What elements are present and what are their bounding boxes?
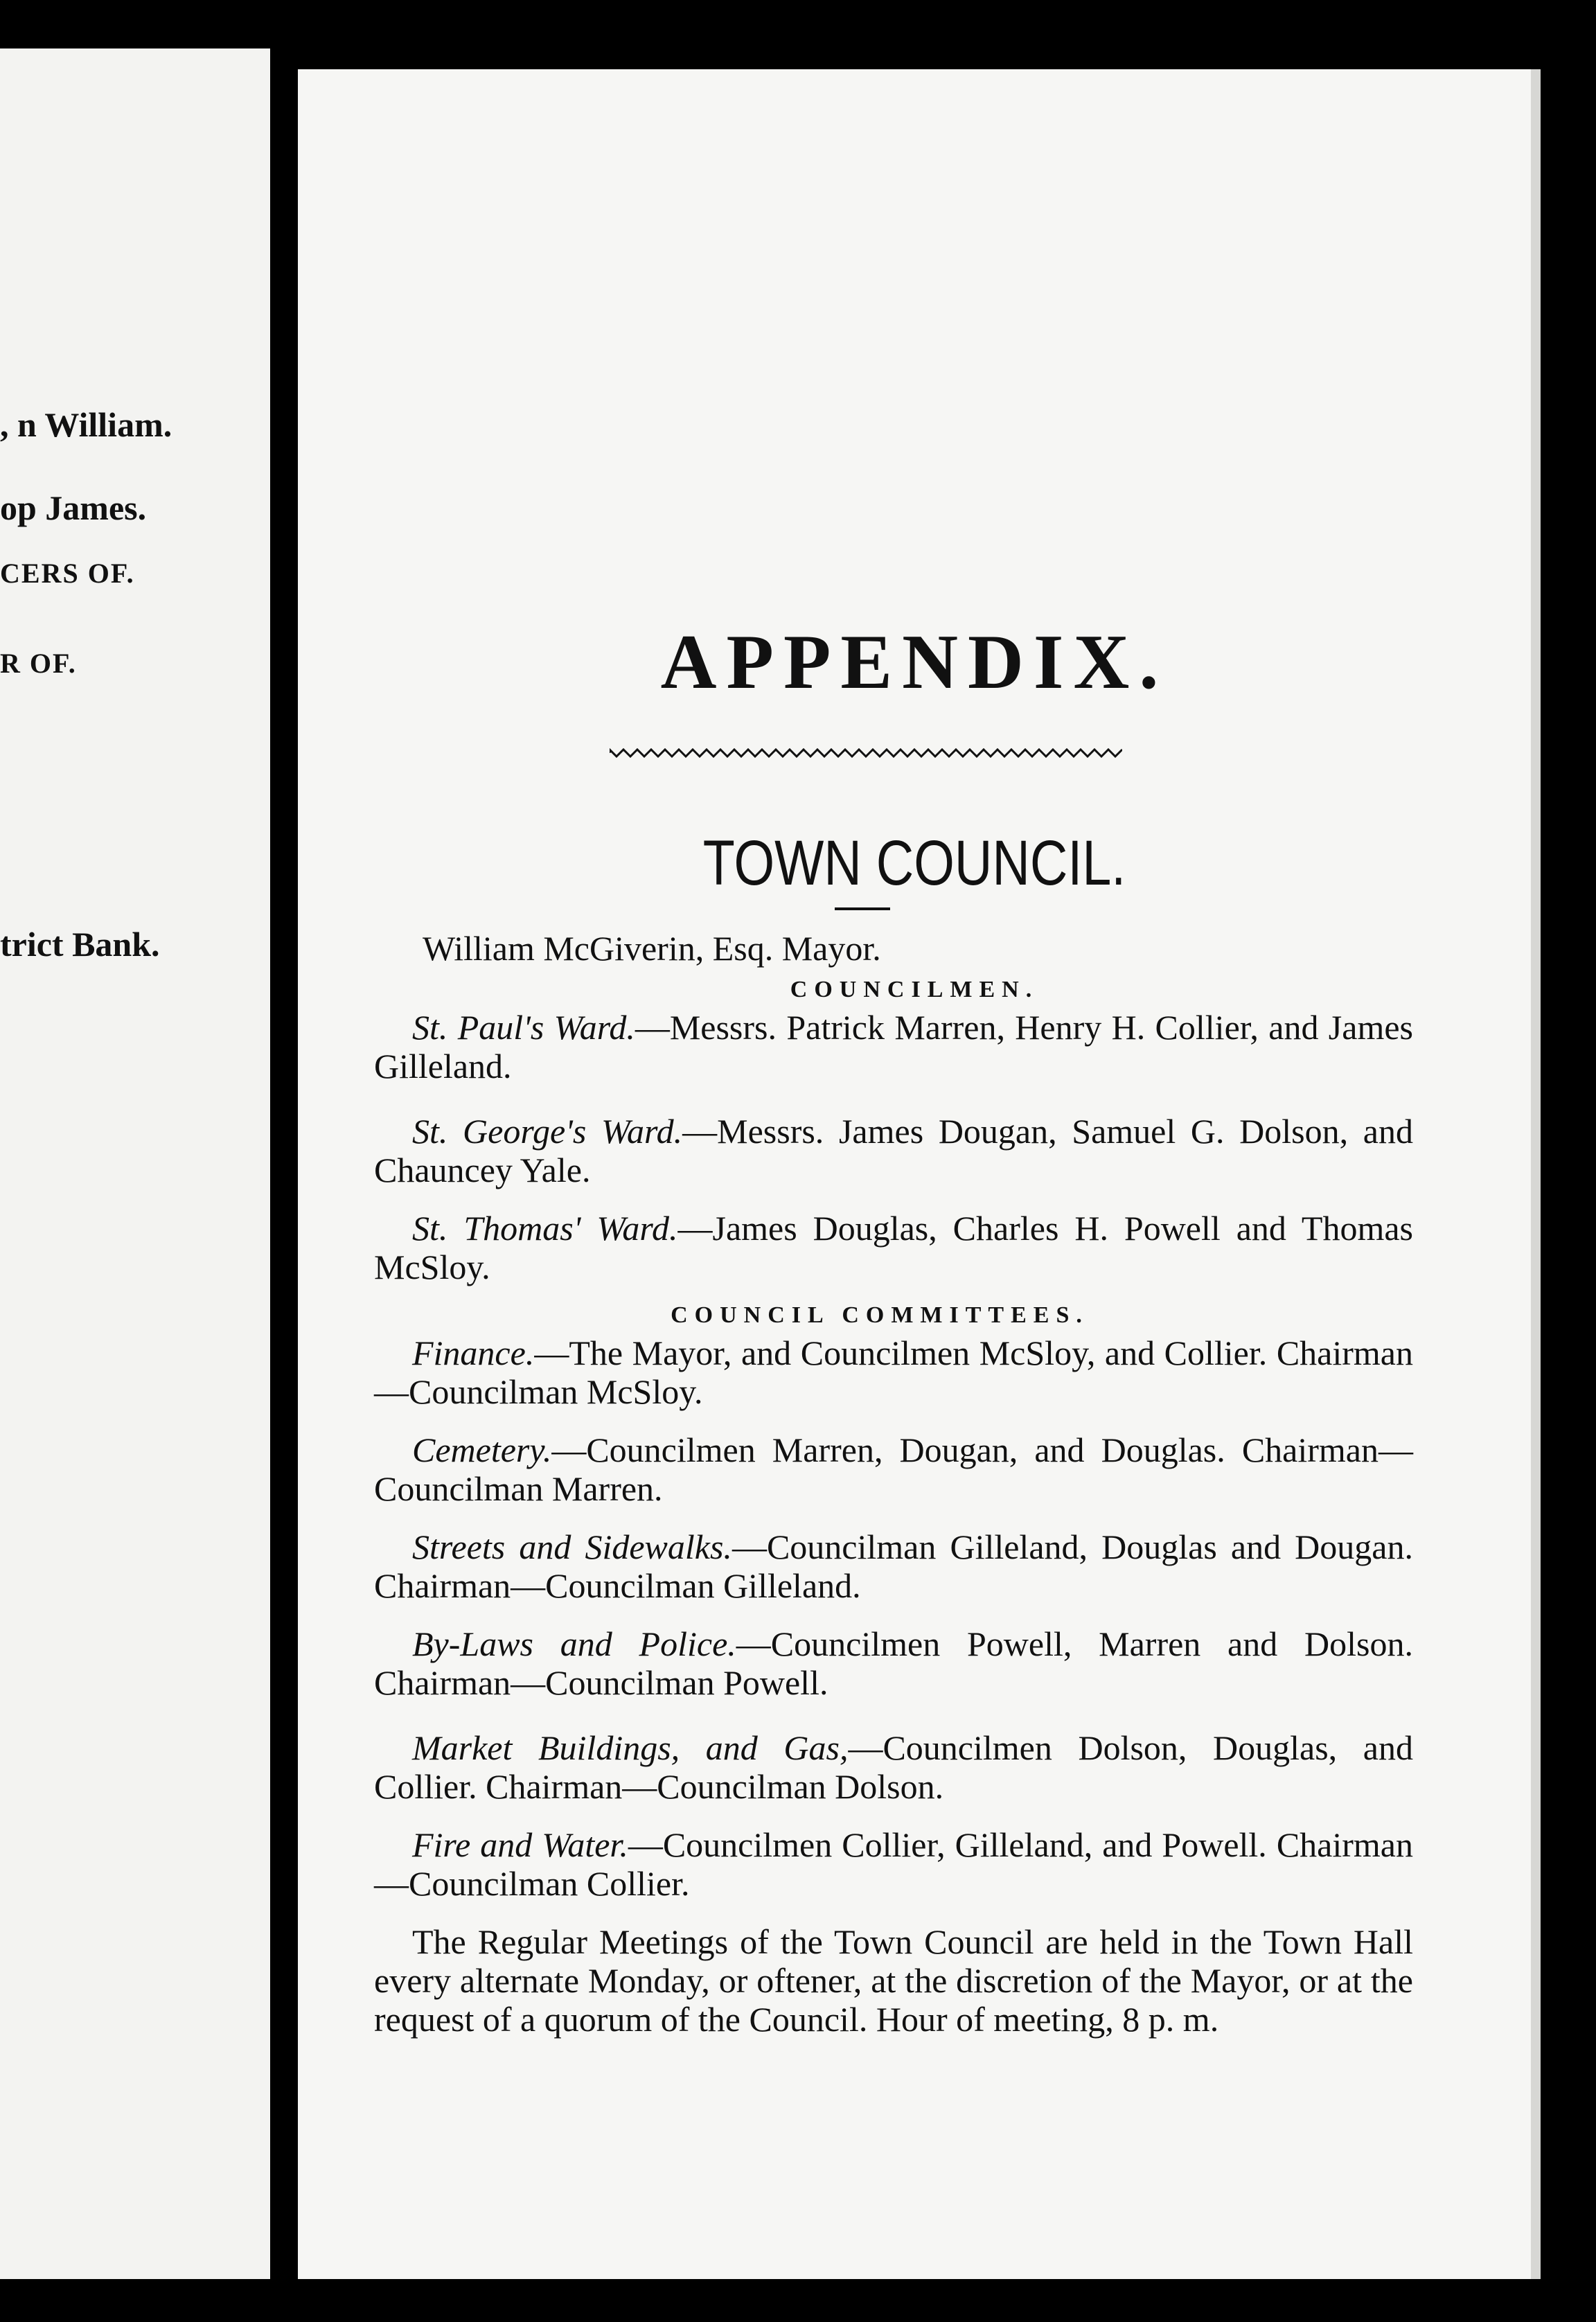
ward-entry <box>374 1209 1413 1286</box>
appendix-heading: APPENDIX. <box>660 619 1169 705</box>
left-page-line: , n William. <box>0 405 172 444</box>
committee-members: —Councilmen Powell, Marren and Dolson. Chairman—Councilman Powell. <box>374 1624 1413 1702</box>
committee-members: —Councilmen Collier, Gilleland, and Powell. Chairman—Councilman Collier. <box>374 1825 1413 1903</box>
committee-name: Streets and Sidewalks. <box>412 1527 732 1566</box>
committee-name: By-Laws and Police. <box>412 1624 736 1663</box>
councilmen-heading: COUNCILMEN. <box>790 977 1039 1002</box>
left-page-line: R OF. <box>0 648 77 679</box>
left-page-line: op James. <box>0 488 147 527</box>
committee-name: Finance. <box>412 1333 535 1372</box>
ward-entry <box>374 1112 1413 1189</box>
ward-members: —James Douglas, Charles H. Powell and Thomas McSloy. <box>374 1209 1414 1286</box>
committee-name: Fire and Water. <box>412 1825 628 1864</box>
committee-name: Cemetery. <box>412 1430 552 1469</box>
committee-members: —Councilman Gilleland, Douglas and Dougan. Chairman—Councilman Gilleland. <box>374 1527 1413 1605</box>
ward-members: —Messrs. Patrick Marren, Henry H. Collier, and James Gilleland. <box>374 1008 1413 1085</box>
appendix-page <box>298 69 1531 2279</box>
ward-name: St. George's Ward. <box>412 1112 683 1151</box>
left-page-fragment <box>0 48 270 2279</box>
title-underline <box>835 907 890 910</box>
book-gutter <box>270 42 291 2286</box>
committee-entry <box>374 1728 1413 1806</box>
ward-name: St. Paul's Ward. <box>412 1008 635 1047</box>
meetings-note: The Regular Meetings of the Town Council are held in the Town Hall every alternate Monday, or oftener, at the discretion of the Mayor, or at the request of a quorum of the Council. Hour of meeting, 8 p. m. <box>374 1922 1413 2039</box>
mayor-line: William McGiverin, Esq. Mayor. <box>423 929 881 968</box>
left-page-line: trict Bank. <box>0 925 160 964</box>
committee-members: —Councilmen Marren, Dougan, and Douglas. Chairman—Councilman Marren. <box>374 1430 1413 1508</box>
committees-heading: COUNCIL COMMITTEES. <box>671 1302 1089 1328</box>
ward-entry <box>374 1008 1413 1085</box>
committee-entry <box>374 1624 1413 1702</box>
committee-entry <box>374 1333 1413 1411</box>
wavy-rule <box>610 745 1122 761</box>
committee-name: Market Buildings, and Gas, <box>412 1728 849 1767</box>
section-title: TOWN COUNCIL. <box>702 828 1126 898</box>
page-edge <box>1531 69 1541 2279</box>
ward-members: —Messrs. James Dougan, Samuel G. Dolson, and Chauncey Yale. <box>374 1112 1413 1189</box>
committee-members: —The Mayor, and Councilmen McSloy, and Collier. Chairman—Councilman McSloy. <box>374 1333 1413 1411</box>
committee-members: —Councilmen Dolson, Douglas, and Collier. Chairman—Councilman Dolson. <box>374 1728 1413 1806</box>
committee-entry <box>374 1430 1413 1508</box>
committee-entry <box>374 1527 1413 1605</box>
ward-name: St. Thomas' Ward. <box>412 1209 678 1248</box>
committee-entry <box>374 1825 1413 1903</box>
left-page-line: CERS OF. <box>0 558 135 589</box>
